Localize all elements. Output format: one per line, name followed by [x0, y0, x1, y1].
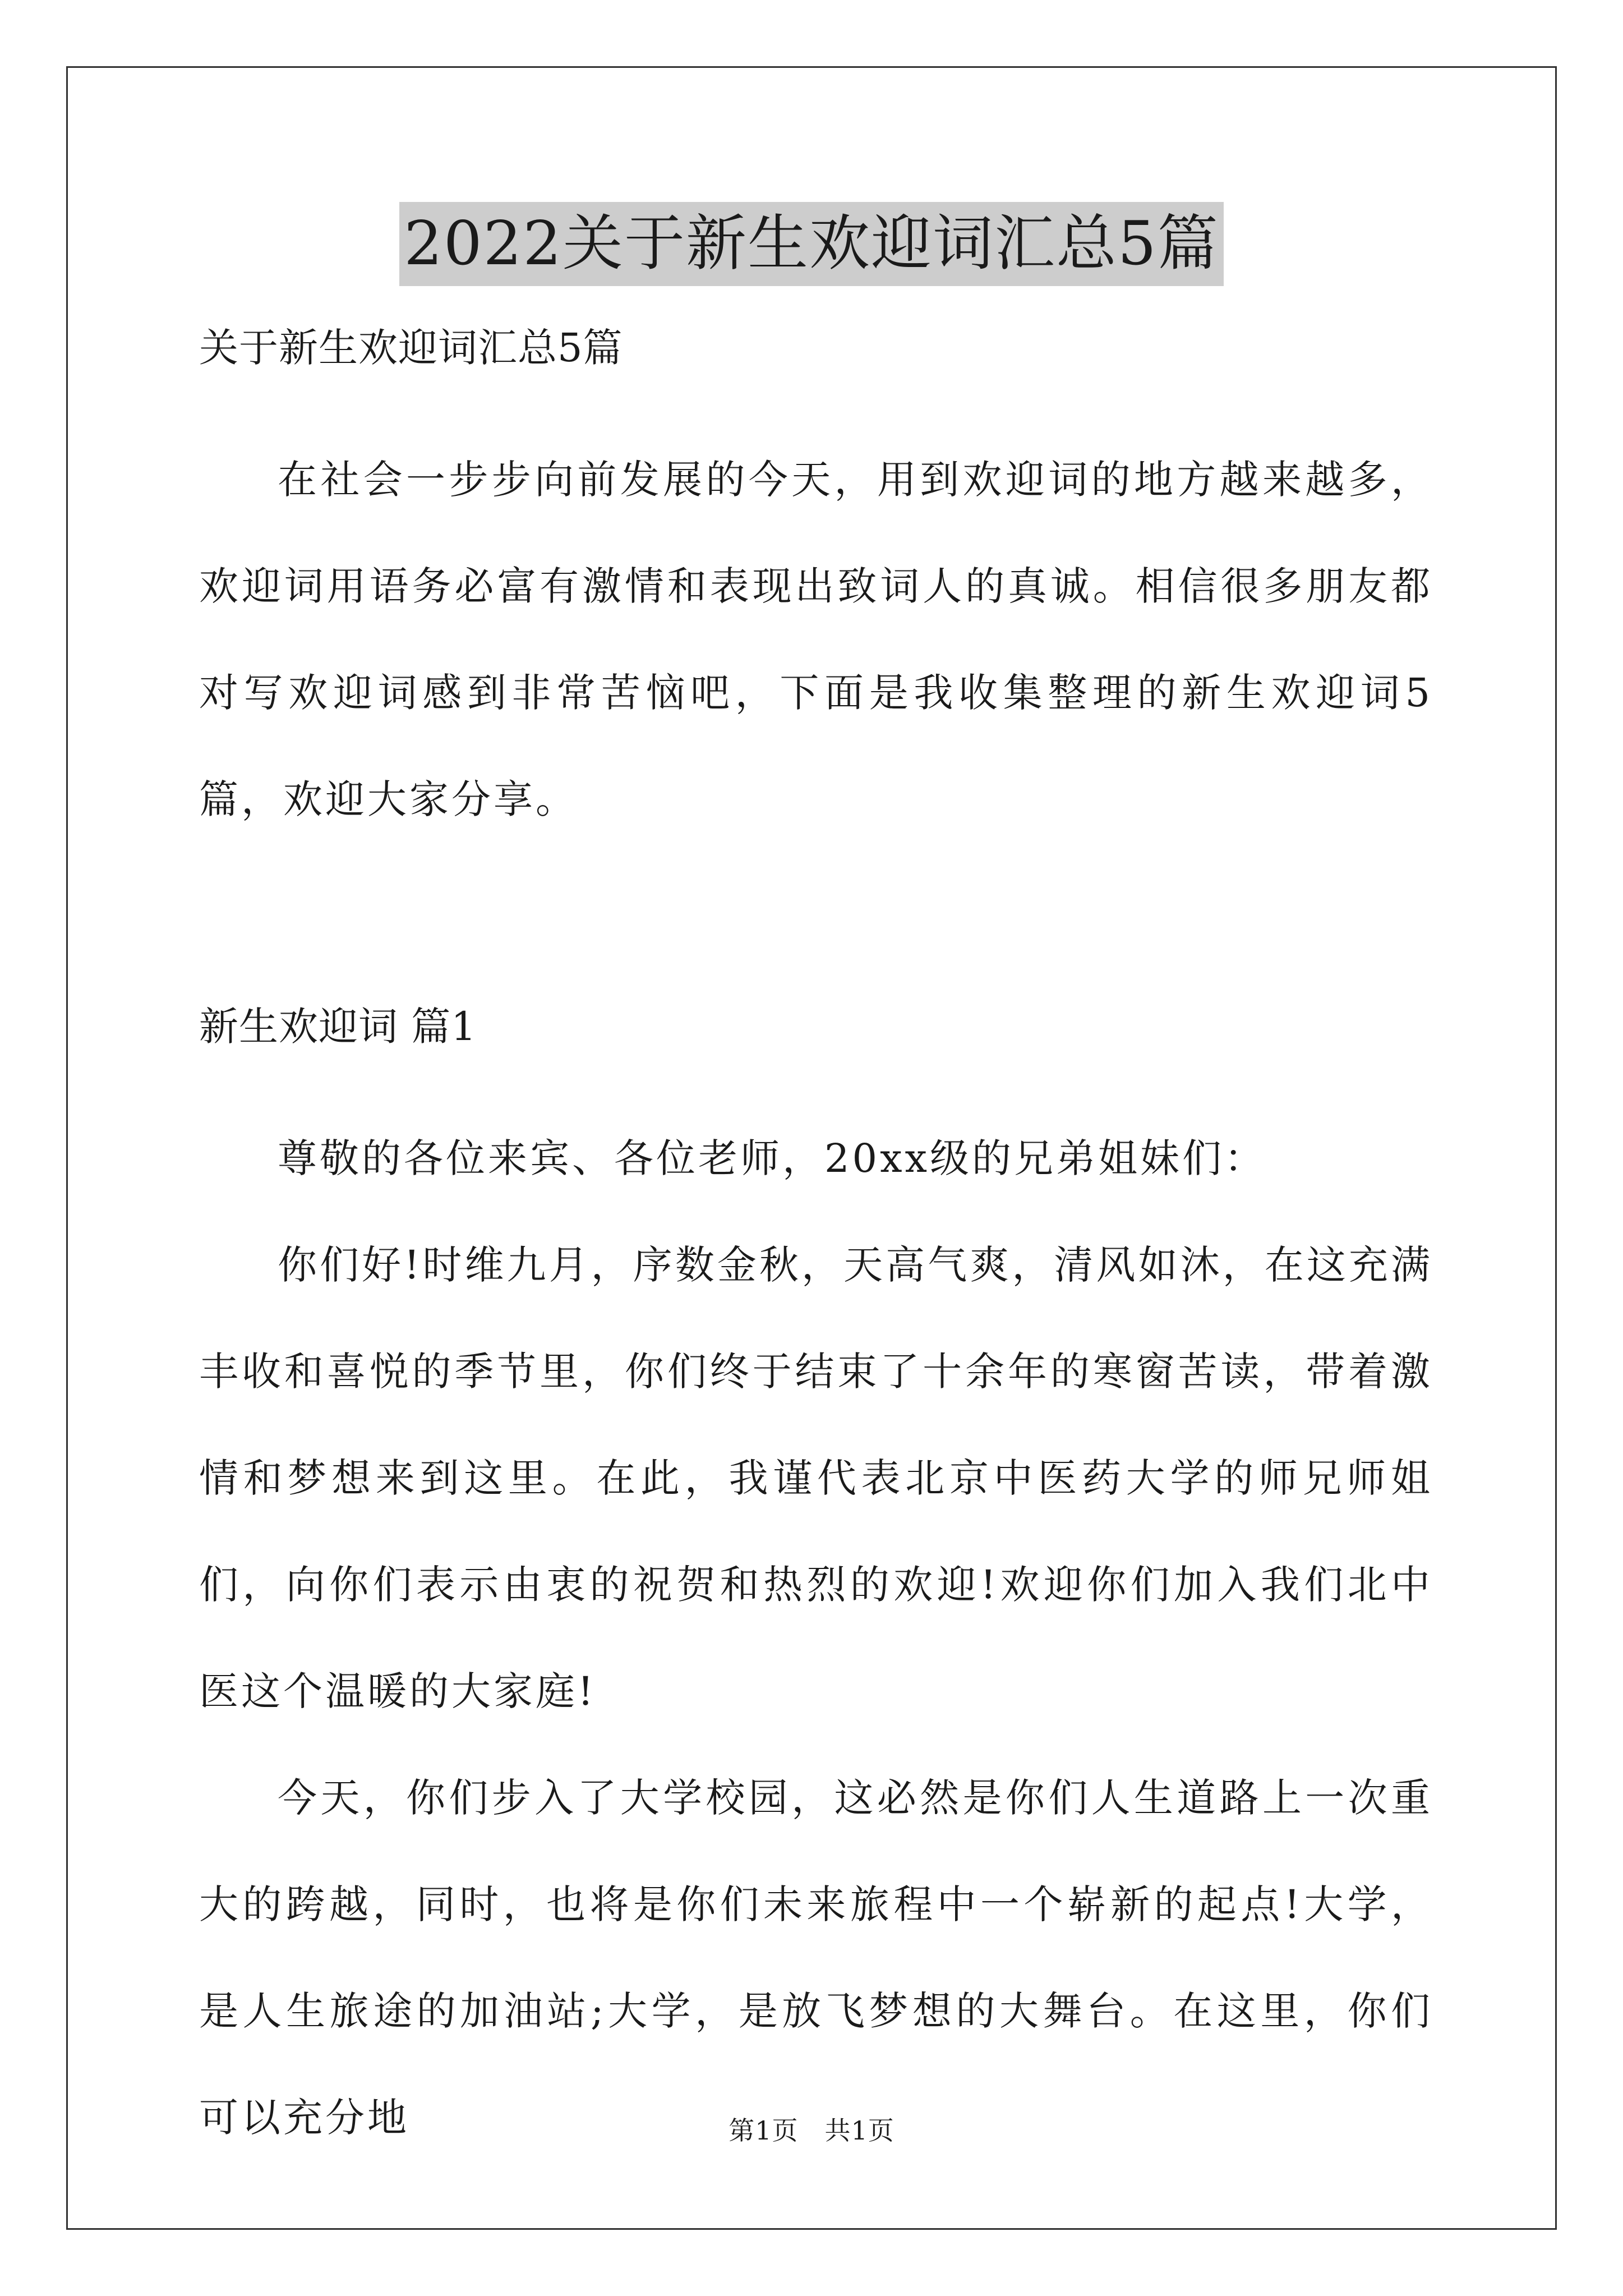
- intro-paragraph: 在社会一步步向前发展的今天，用到欢迎词的地方越来越多，欢迎词用语务必富有激情和表现出致词人的真诚。相信很多朋友都对写欢迎词感到非常苦恼吧，下面是我收集整理的新生欢迎词5篇，欢迎大家分享。: [199, 457, 1433, 822]
- body-paragraph-university: 今天，你们步入了大学校园，这必然是你们人生道路上一次重大的跨越，同时，也将是你们未来旅程中一个崭新的起点!大学，是人生旅途的加油站;大学，是放飞梦想的大舞台。在这里，你们可以充分地: [199, 1775, 1433, 2141]
- document-subtitle: 关于新生欢迎词汇总5篇: [199, 325, 623, 371]
- title-container: [0, 202, 1623, 286]
- body-paragraph-greeting: 你们好!时维九月，序数金秋，天高气爽，清风如沐，在这充满丰收和喜悦的季节里，你们终于结束了十余年的寒窗苦读，带着激情和梦想来到这里。在此，我谨代表北京中医药大学的师兄师姐们，向你们表示由衷的祝贺和热烈的欢迎!欢迎你们加入我们北中医这个温暖的大家庭!: [199, 1242, 1433, 1714]
- document-title: 2022关于新生欢迎词汇总5篇: [399, 202, 1224, 286]
- page-number-footer: 第1页 共1页: [728, 2115, 895, 2146]
- section-heading: 新生欢迎词 篇1: [199, 1004, 477, 1050]
- body-paragraph-salutation: 尊敬的各位来宾、各位老师，20xx级的兄弟姐妹们：: [278, 1135, 1267, 1181]
- document-body: [199, 314, 1433, 2171]
